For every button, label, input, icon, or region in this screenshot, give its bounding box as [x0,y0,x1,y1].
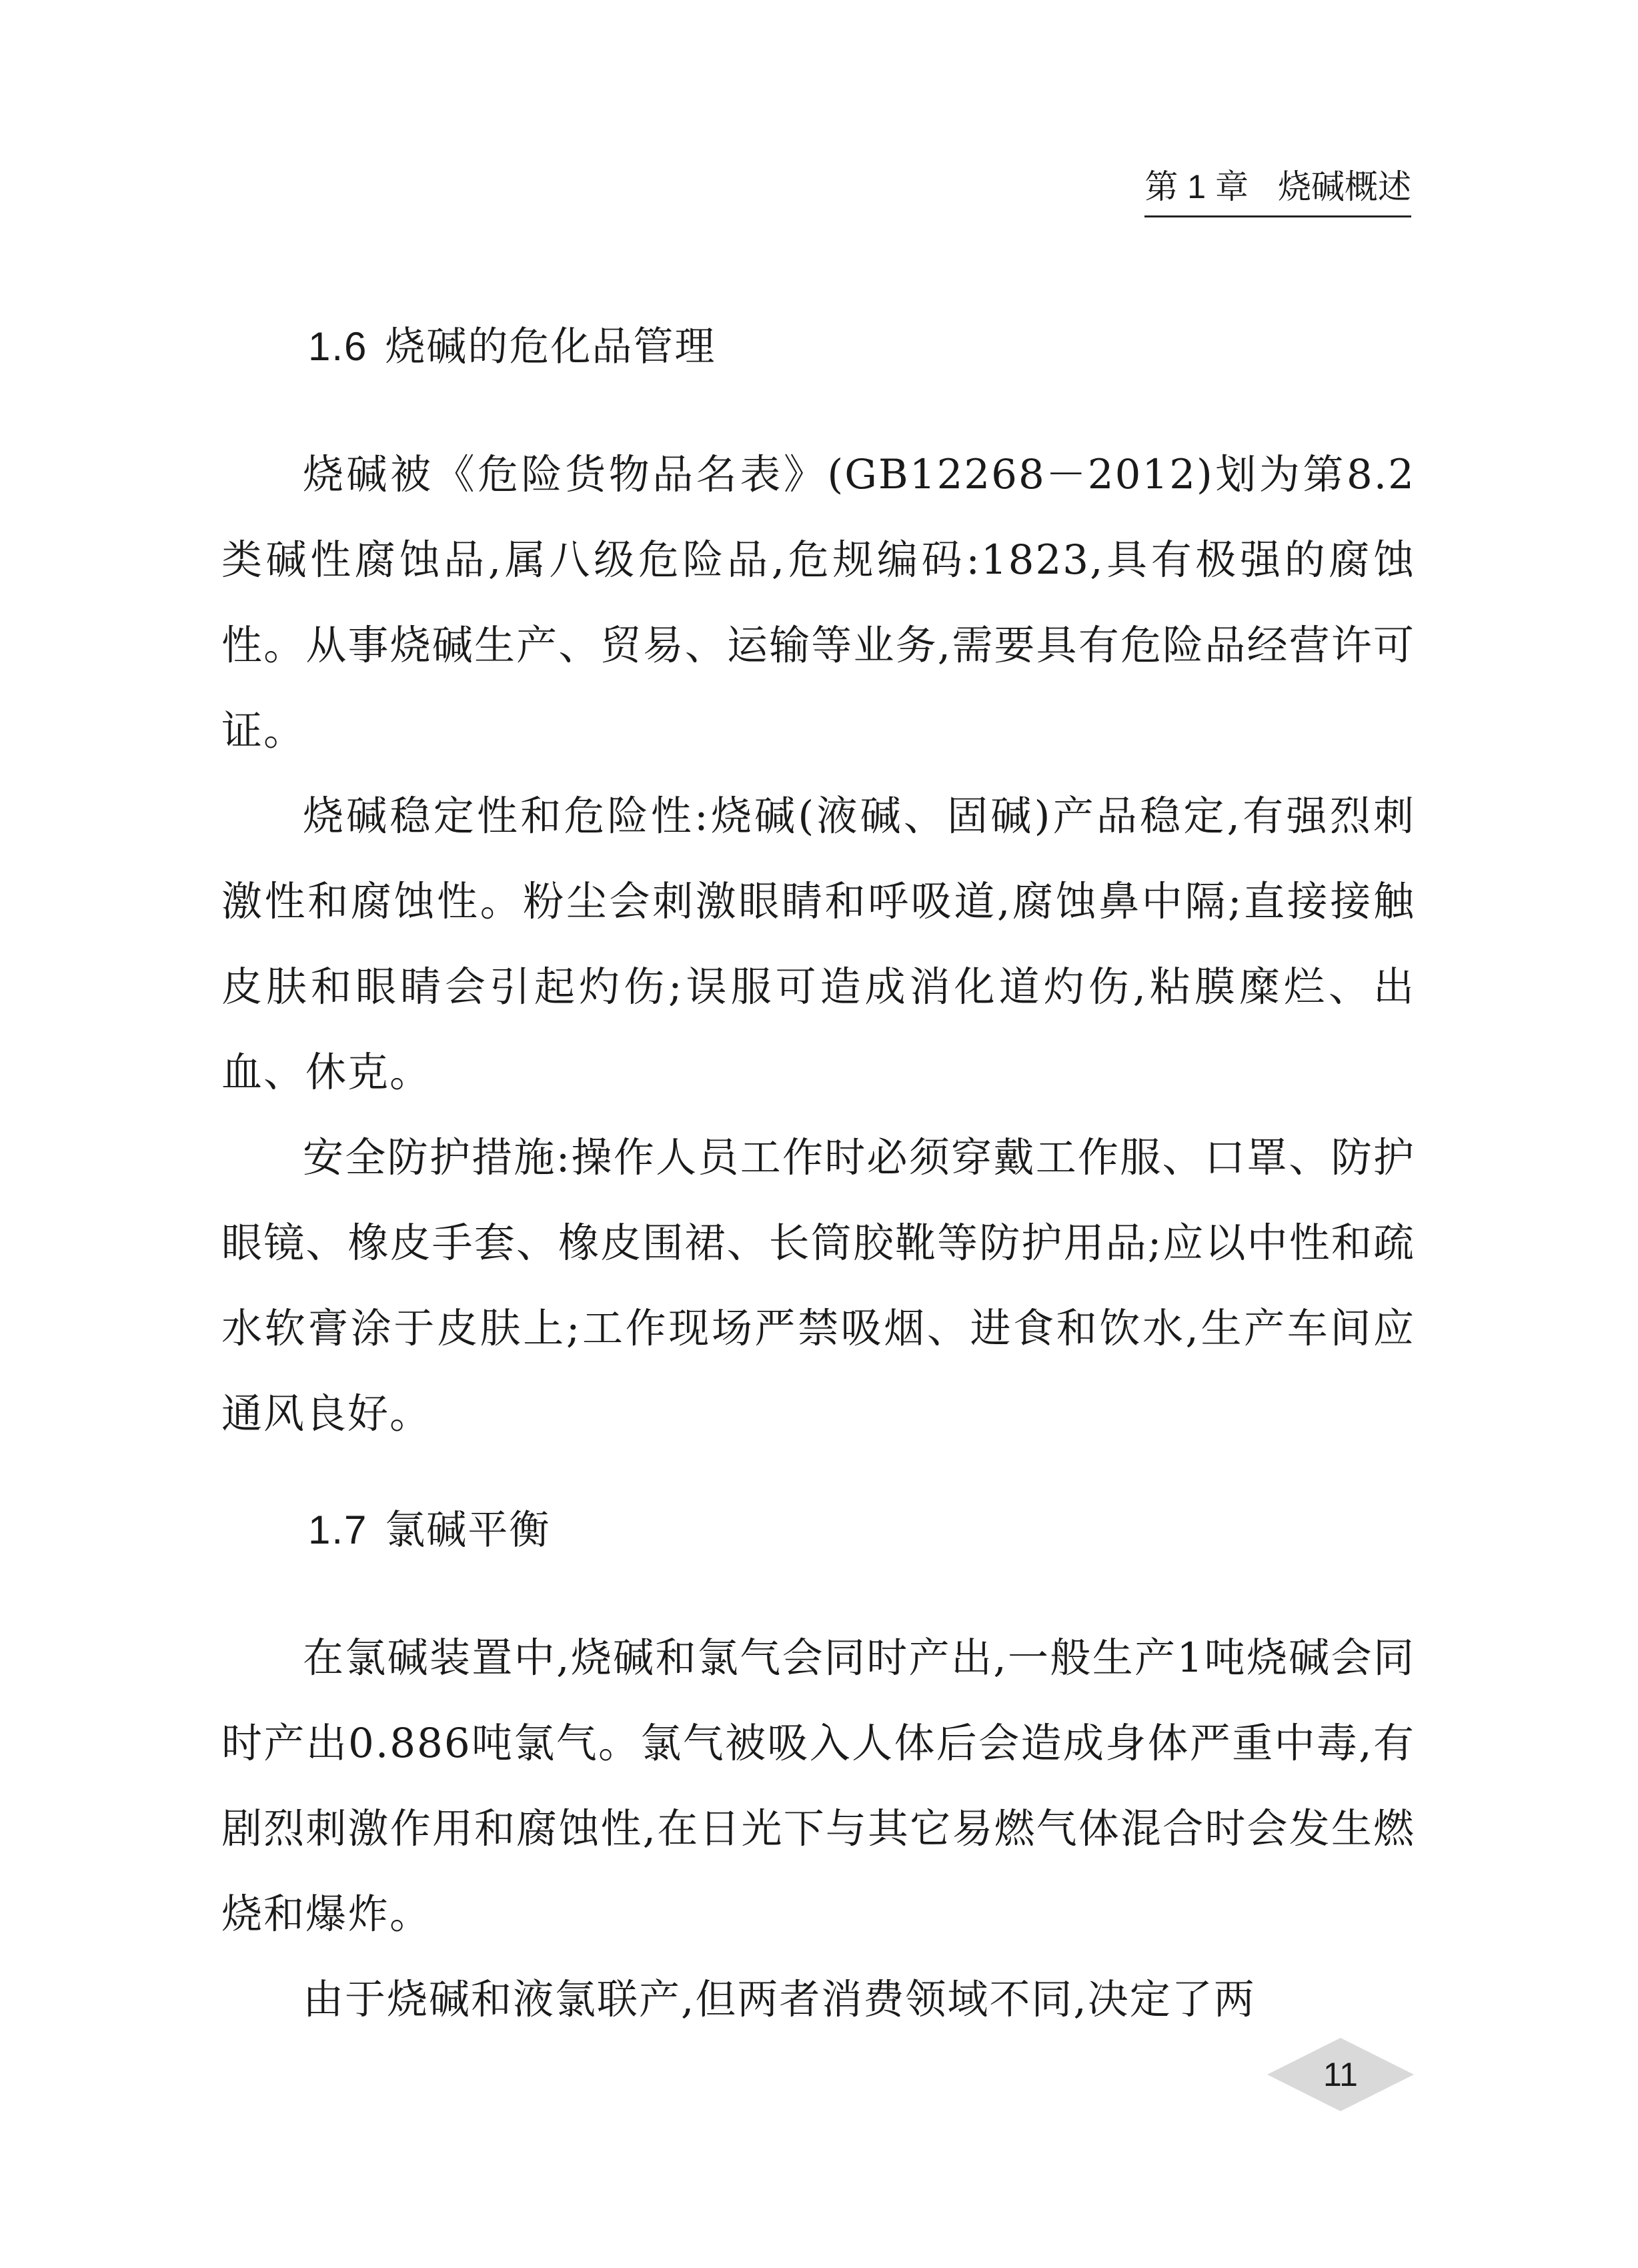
section-title: 烧碱的危化品管理 [385,324,716,369]
page-body [221,314,1415,2043]
paragraph: 由于烧碱和液氯联产,但两者消费领域不同,决定了两 [303,1976,1256,2023]
spacer [221,1457,1415,1497]
paragraph: 在氯碱装置中,烧碱和氯气会同时产出,一般生产1吨烧碱会同时产出0.886吨氯气。氯气被吸入人体后会造成身体严重中毒,有剧烈刺激作用和腐蚀性,在日光下与其它易燃气体混合时会发生燃烧和爆炸。 [221,1634,1415,1938]
paragraph: 烧碱稳定性和危险性:烧碱(液碱、固碱)产品稳定,有强烈刺激性和腐蚀性。粉尘会刺激眼睛和呼吸道,腐蚀鼻中隔;直接接触皮肤和眼睛会引起灼伤;误服可造成消化道灼伤,粘膜糜烂、出血、休克。 [221,792,1415,1096]
spacer [221,1564,1415,1616]
section-heading-1-7 [221,1497,1415,1564]
paragraph: 烧碱被《危险货物品名表》(GB12268－2012)划为第8.2类碱性腐蚀品,属八级危险品,危规编码:1823,具有极强的腐蚀性。从事烧碱生产、贸易、运输等业务,需要具有危险品经营许可证。 [221,451,1415,754]
spacer [221,380,1415,432]
section-title: 氯碱平衡 [385,1508,551,1552]
chapter-number: 第 1 章 [1144,168,1249,205]
running-header [1144,163,1411,217]
page-number: 11 [1323,2056,1358,2093]
section-heading-1-6 [221,314,1415,380]
section-number: 1.6 [308,324,368,369]
page-number-badge [1267,2038,1414,2111]
section-number: 1.7 [308,1508,368,1552]
chapter-title: 烧碱概述 [1278,168,1411,205]
paragraph: 安全防护措施:操作人员工作时必须穿戴工作服、口罩、防护眼镜、橡皮手套、橡皮围裙、长筒胶靴等防护用品;应以中性和疏水软膏涂于皮肤上;工作现场严禁吸烟、进食和饮水,生产车间应通风良好。 [221,1134,1415,1438]
